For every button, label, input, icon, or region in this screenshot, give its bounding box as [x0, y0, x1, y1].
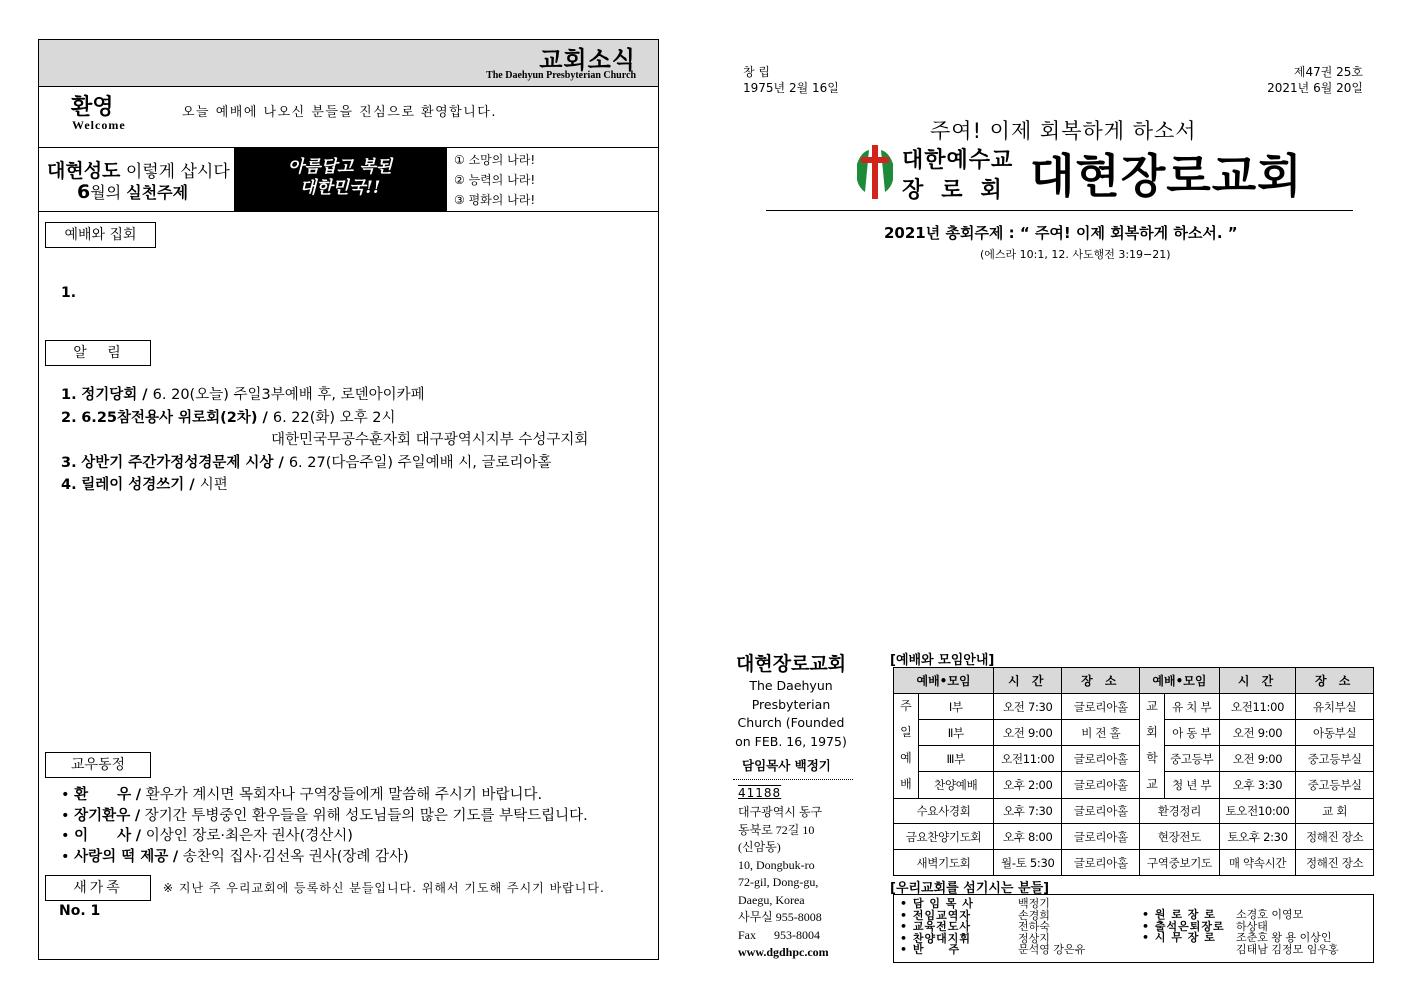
table-cell: 청 년 부 — [1164, 772, 1219, 798]
founded-date: 1975년 2월 16일 — [743, 81, 839, 95]
newfamily-message: ※ 지난 주 우리교회에 등록하신 분들입니다. 위해서 기도해 주시기 바랍니다. — [163, 881, 605, 895]
server-row: • 출석은퇴장로 하상태 — [1142, 919, 1268, 933]
sunday-label-char: 예 — [894, 746, 919, 772]
masthead-motto: 주여! 이제 회복하게 하소서 — [930, 119, 1197, 143]
section-newfamily-heading: 새가족 — [45, 875, 151, 901]
table-cell: 정해진 장소 — [1296, 824, 1374, 850]
sunday-label-char: 주 — [894, 693, 919, 719]
table-cell: 매 약속시간 — [1219, 850, 1296, 876]
servers-box — [893, 894, 1374, 963]
table-cell: 구역중보기도 — [1140, 850, 1220, 876]
schedule-table — [893, 667, 1374, 876]
table-row — [894, 772, 1374, 798]
denomination-line1: 대한예수교 — [902, 148, 1014, 173]
newfamily-number: No. 1 — [59, 903, 101, 919]
table-cell: 금요찬양기도회 — [894, 824, 994, 850]
server-row: • 반 주 문석영 강은유 — [900, 943, 1086, 956]
slogan-item: ② 능력의 나라! — [454, 173, 536, 187]
monthly-slogan-line1: 아름답고 복된 — [287, 157, 393, 177]
news-header-subtitle: The Daehyun Presbyterian Church — [486, 70, 636, 81]
church-name-english: The Daehyun Presbyterian Church (Founded on FEB. 16, 1975) — [735, 678, 847, 749]
volume-number: 제47권 25호 — [1293, 65, 1363, 79]
server-row: • 전임교역자 손경희 — [900, 908, 1050, 922]
school-label-char: 교 — [1140, 693, 1165, 719]
table-cell: 교 회 — [1296, 798, 1374, 824]
masthead-rule — [766, 210, 1353, 211]
table-cell: 찬양예배 — [918, 772, 994, 798]
table-cell: 오후 8:00 — [994, 824, 1062, 850]
table-cell: 새벽기도회 — [894, 850, 994, 876]
table-cell: Ⅱ부 — [918, 720, 994, 746]
table-cell: 글로리아홀 — [1062, 746, 1140, 772]
senior-pastor: 담임목사 백정기 — [742, 758, 831, 773]
notice-item: 1. 정기당회 / 6. 20(오늘) 주일3부예배 후, 로덴아이카페 — [61, 387, 425, 403]
school-label-char: 회 — [1140, 720, 1165, 746]
section-members-heading: 교우동정 — [45, 752, 151, 778]
member-news-item: • 사랑의 떡 제공 / 송찬익 집사·김선옥 권사(장례 감사) — [61, 848, 409, 865]
table-cell: 중고등부 — [1164, 746, 1219, 772]
table-cell: 월-토 5:30 — [994, 850, 1062, 876]
phone: 사무실 955-8008 — [738, 910, 822, 924]
table-cell: 토오후 2:30 — [1219, 824, 1296, 850]
table-cell: 오전11:00 — [994, 746, 1062, 772]
table-row — [894, 850, 1374, 876]
monthly-slogan-box — [234, 148, 446, 211]
col-header: 시 간 — [994, 668, 1062, 694]
slogan-item: ① 소망의 나라! — [454, 153, 536, 167]
col-header: 예배•모임 — [1140, 668, 1220, 694]
church-news-panel — [38, 39, 659, 960]
table-cell: 오전 9:00 — [994, 720, 1062, 746]
servers-title: [우리교회를 섬기시는 분들] — [890, 881, 1050, 896]
table-cell: 글로리아홀 — [1062, 824, 1140, 850]
church-address — [738, 804, 854, 962]
table-cell: 글로리아홀 — [1062, 693, 1140, 719]
table-cell: 중고등부실 — [1296, 772, 1374, 798]
year-motto-reference: (에스라 10:1, 12. 사도행전 3:19−21) — [980, 248, 1171, 261]
section-worship-heading: 예배와 집회 — [45, 222, 156, 248]
server-row: • 찬양대지휘 정상지 — [900, 931, 1050, 945]
table-cell: 오후 7:30 — [994, 798, 1062, 824]
news-header-title: 교회소식 — [539, 46, 636, 74]
address-line: 10, Dongbuk-ro — [738, 857, 815, 872]
address-line: (신암동) — [738, 840, 781, 854]
server-row: • 원 로 장 로 소경호 이영모 — [1142, 908, 1304, 921]
table-cell: 현장전도 — [1140, 824, 1220, 850]
address-line: 대구광역시 동구 — [738, 805, 823, 819]
table-row — [894, 746, 1374, 772]
year-motto: 2021년 총회주제 : “ 주여! 이제 회복하게 하소서. ” — [884, 224, 1238, 242]
table-cell: 정해진 장소 — [1296, 850, 1374, 876]
table-cell: Ⅰ부 — [918, 693, 994, 719]
table-cell: 중고등부실 — [1296, 746, 1374, 772]
practice-theme-line1: 대현성도 이렇게 삽시다 — [47, 160, 230, 182]
welcome-message: 오늘 예배에 나오신 분들을 진심으로 환영합니다. — [182, 105, 497, 120]
member-news-item: • 장기환우 / 장기간 투병중인 환우들을 위해 성도님들의 많은 기도를 부탁드립니다. — [61, 807, 588, 824]
table-cell: 글로리아홀 — [1062, 850, 1140, 876]
table-cell: 비 전 홀 — [1062, 720, 1140, 746]
zip-code: 41188 — [738, 786, 782, 800]
fax: Fax 953-8004 — [738, 927, 820, 942]
table-cell: 토오전10:00 — [1219, 798, 1296, 824]
denomination-line2: 장로회 — [902, 178, 1020, 203]
address-line: 72-gil, Dong-gu, — [738, 875, 819, 889]
section-notice-heading: 알 림 — [45, 340, 151, 366]
table-cell: 오전 9:00 — [1219, 720, 1296, 746]
worship-item: 1. — [61, 285, 77, 301]
news-header — [39, 40, 658, 87]
school-label-char: 교 — [1140, 772, 1165, 798]
member-news-item: • 환 우 / 환우가 계시면 목회자나 구역장들에게 말씀해 주시기 바랍니다. — [61, 787, 543, 803]
server-row: 김태남 김정모 임우홍 — [1236, 942, 1339, 956]
sunday-label-char: 일 — [894, 720, 919, 746]
table-row — [894, 720, 1374, 746]
church-name: 대현장로교회 — [736, 653, 847, 675]
col-header: 장 소 — [1062, 668, 1140, 694]
table-cell: 오후 2:00 — [994, 772, 1062, 798]
member-news-list — [61, 785, 656, 867]
table-cell: 유치부실 — [1296, 693, 1374, 719]
server-row: • 담 임 목 사 백정기 — [900, 897, 1050, 910]
table-row — [894, 693, 1374, 719]
table-cell: 오전 9:00 — [1219, 746, 1296, 772]
table-row — [894, 824, 1374, 850]
founding-info — [743, 64, 839, 96]
member-news-item: • 이 사 / 이상인 장로·최은자 권사(경산시) — [61, 828, 353, 844]
table-cell: 오전 7:30 — [994, 693, 1062, 719]
slogan-item: ③ 평화의 나라! — [454, 193, 536, 207]
school-label-char: 학 — [1140, 746, 1165, 772]
notice-list — [61, 384, 651, 497]
notice-item: 2. 6.25참전용사 위로회(2차) / 6. 22(화) 오후 2시 — [61, 409, 396, 426]
issue-info — [1250, 64, 1363, 96]
table-cell: Ⅲ부 — [918, 746, 994, 772]
table-cell: 오후 3:30 — [1219, 772, 1296, 798]
founded-label: 창 립 — [743, 65, 770, 79]
divider — [39, 211, 659, 212]
notice-item: 4. 릴레이 성경쓰기 / 시편 — [61, 477, 228, 493]
address-line: Daegu, Korea — [738, 892, 805, 907]
col-header: 장 소 — [1296, 668, 1374, 694]
divider — [733, 779, 853, 780]
address-line: 동북로 72길 10 — [738, 822, 815, 837]
table-cell: 수요사경회 — [894, 798, 994, 824]
servers-left-column — [900, 898, 1085, 956]
sunday-label-char: 배 — [894, 772, 919, 798]
church-name-masthead: 대현장로교회 — [1030, 149, 1303, 203]
table-cell: 글로리아홀 — [1062, 798, 1140, 824]
server-row: • 교육전도사 전하숙 — [900, 920, 1050, 933]
welcome-title: 환영 — [71, 95, 114, 120]
table-cell: 글로리아홀 — [1062, 772, 1140, 798]
table-cell: 오전11:00 — [1219, 693, 1296, 719]
issue-date: 2021년 6월 20일 — [1267, 81, 1363, 95]
cross-logo-icon — [855, 144, 895, 200]
table-cell: 아 동 부 — [1164, 720, 1219, 746]
table-cell: 아동부실 — [1296, 720, 1374, 746]
website-link[interactable]: www.dgdhpc.com — [738, 945, 829, 959]
notice-item: 3. 상반기 주간가정성경문제 시상 / 6. 27(다음주일) 주일예배 시, 글로리아홀 — [61, 454, 552, 471]
server-row: • 시 무 장 로 조춘호 왕 용 이상인 — [1142, 931, 1332, 944]
schedule-header-row — [894, 668, 1374, 694]
practice-theme-line2: 6월의 실천주제 — [77, 181, 189, 203]
table-cell: 유 치 부 — [1164, 693, 1219, 719]
col-header: 시 간 — [1219, 668, 1296, 694]
welcome-title-en: Welcome — [72, 118, 126, 132]
servers-right-column — [1142, 909, 1339, 955]
col-header: 예배•모임 — [894, 668, 994, 694]
schedule-title: [예배와 모임안내] — [890, 653, 995, 668]
table-row — [894, 798, 1374, 824]
slogan-list — [446, 148, 659, 211]
monthly-slogan-line2: 대한민국!! — [299, 178, 381, 198]
table-cell: 환경정리 — [1140, 798, 1220, 824]
notice-item-sub: 대한민국무공수훈자회 대구광역시지부 수성구지회 — [271, 432, 589, 448]
